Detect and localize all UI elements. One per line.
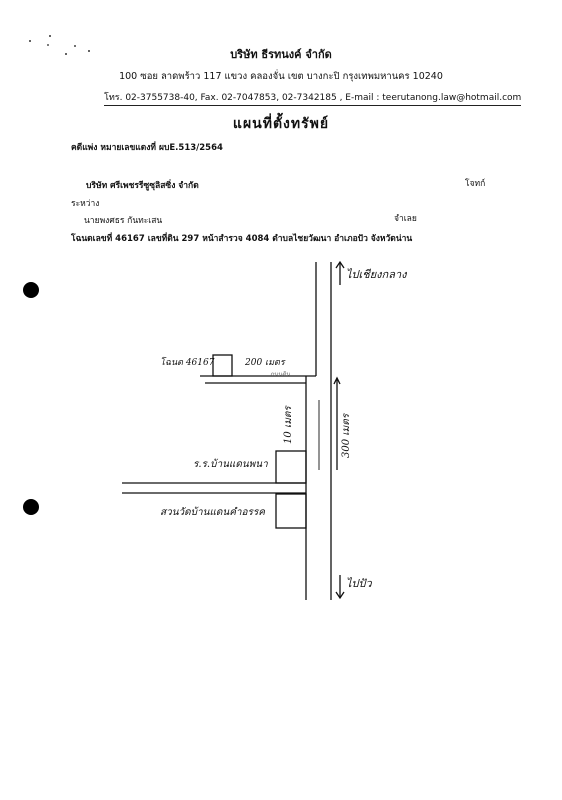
plaintiff-name: บริษัท ศรีเพชรรีซูซุลิสซิ่ง จำกัด — [86, 181, 199, 191]
defendant-name: นายพงศธร กันทะเสน — [84, 216, 163, 226]
map-label-school: ร.ร.บ้านแดนพนา — [193, 459, 268, 470]
plaintiff-role: โจทก์ — [465, 179, 486, 189]
map-label-temple: สวนวัดบ้านแดนคำอรรค — [160, 507, 265, 518]
map-label-road-distance: 300 เมตร — [341, 413, 352, 458]
map-label-road-width: 10 เมตร — [283, 406, 294, 444]
land-title-details: โฉนดเลขที่ 46167 เลขที่ดิน 297 หน้าสำรวจ 4084 ตำบลไชยวัฒนา อำเภอปัว จังหวัดน่าน — [71, 234, 413, 244]
school-box — [276, 451, 306, 483]
map-label-north: ไปเชียงกลาง — [346, 268, 407, 281]
page-title: แผนที่ตั้งทรัพย์ — [232, 116, 330, 132]
parcel-box — [213, 355, 232, 376]
map-label-parcel-distance: 200 เมตร — [245, 358, 285, 368]
temple-box — [276, 494, 306, 528]
company-contact: โทร. 02-3755738-40, Fax. 02-7047853, 02-7342185 , E-mail : teerutanong.law@hotmail.com — [104, 90, 521, 106]
case-reference: คดีแพ่ง หมายเลขแดงที่ ผบE.513/2564 — [71, 143, 223, 153]
defendant-role: จำเลย — [394, 214, 417, 224]
between-label: ระหว่าง — [71, 199, 100, 209]
company-name: บริษัท ธีรทนงค์ จำกัด — [230, 48, 332, 61]
map-label-dirt-road: ถนนดิน — [270, 371, 290, 378]
map-label-parcel: โฉนด 46167 — [160, 358, 215, 368]
map-label-south: ไปปัว — [346, 577, 372, 590]
company-address: 100 ซอย ลาดพร้าว 117 แขวง คลองจั่น เขต บางกะปิ กรุงเทพมหานคร 10240 — [119, 71, 443, 82]
